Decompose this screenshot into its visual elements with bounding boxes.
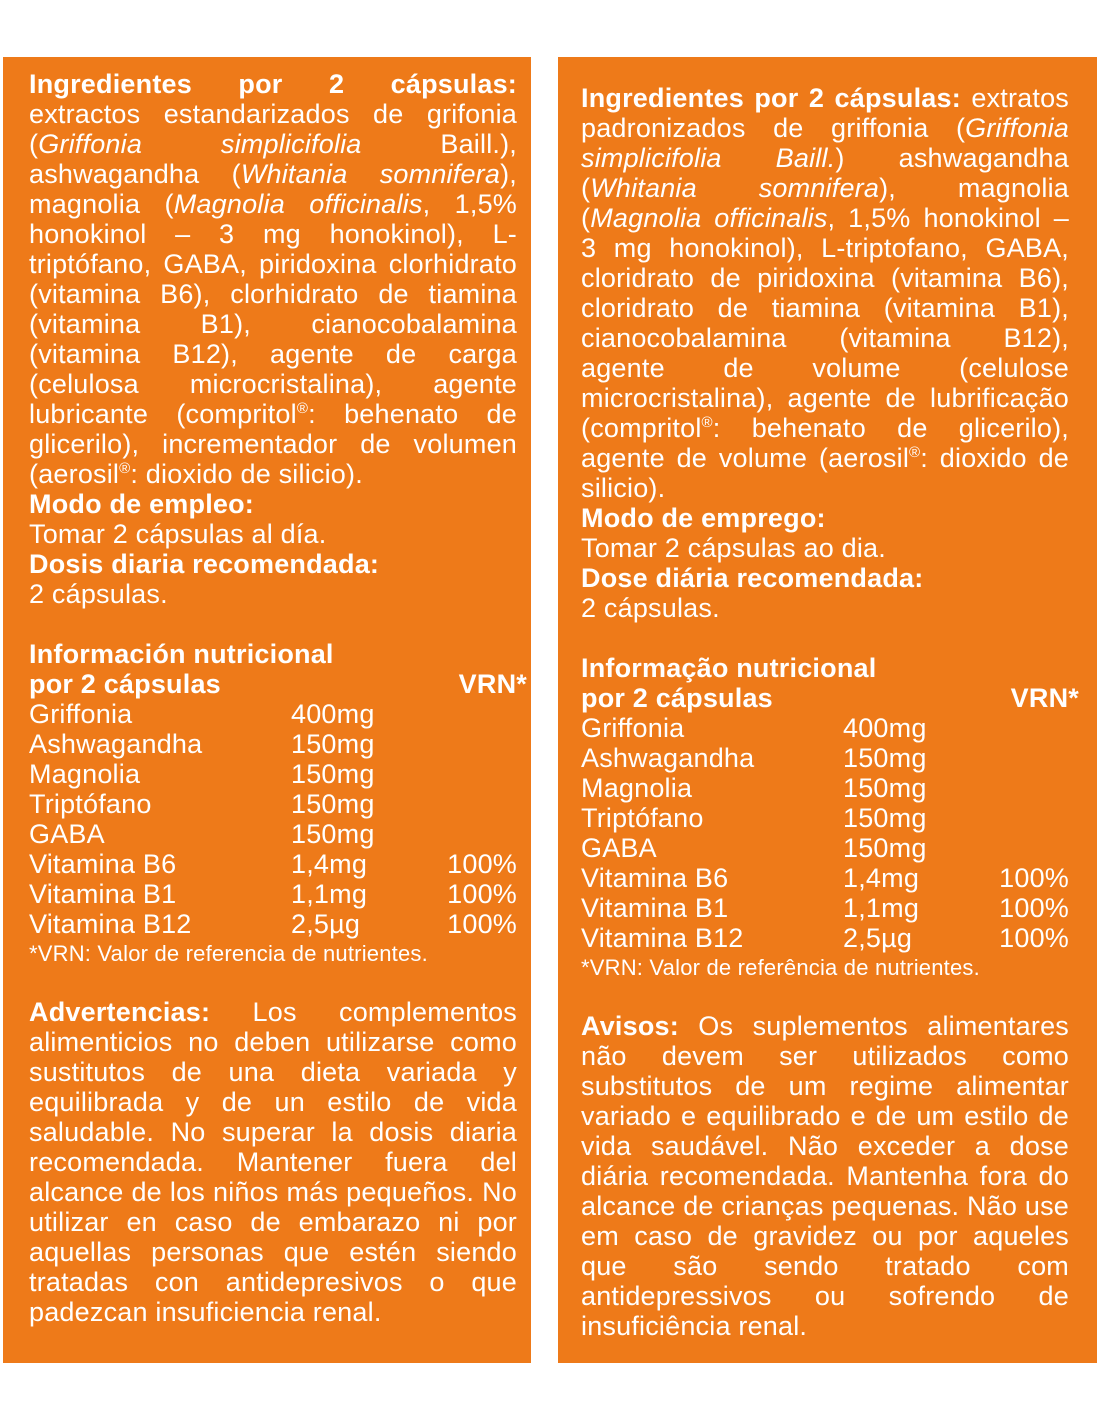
nutrient-name: Vitamina B12 xyxy=(29,909,192,939)
nutrient-amount: 150mg xyxy=(291,759,375,789)
registered-mark: ® xyxy=(701,414,713,431)
nutrition-header xyxy=(29,639,527,699)
nutrient-amount: 150mg xyxy=(843,833,927,863)
latin-name: Griffonia simplicifolia Baill. xyxy=(581,113,1069,173)
latin-name: Magnolia officinalis xyxy=(590,203,828,233)
dose-text: 2 cápsulas. xyxy=(581,593,720,623)
usage-text: Tomar 2 cápsulas al día. xyxy=(29,519,327,549)
nutrient-name: Vitamina B1 xyxy=(29,879,177,909)
warnings-text: Los complementos alimenticios no deben utilizarse como sustitutos de una dieta variada y equilibrada y de un estilo de vida saludable. No superar la dosis diaria recomendada. Mantener fuera del alcance de los niños más pequeños. No utilizar en caso de embarazo ni por aquellas personas que estén siendo tratadas con antidepresivos o que padezcan insuficiencia renal. xyxy=(29,997,517,1327)
nutrient-amount: 2,5µg xyxy=(291,909,361,939)
ingredient-text-segment: ), magnolia ( xyxy=(581,173,1069,233)
nutrition-row xyxy=(581,893,1069,923)
warnings-title: Avisos: xyxy=(581,1011,679,1041)
dose-title: Dose diária recomendada: xyxy=(581,563,924,593)
nutrient-vrn xyxy=(423,759,517,789)
nutrient-amount: 2,5µg xyxy=(843,923,913,953)
nutrient-amount: 1,4mg xyxy=(291,849,368,879)
nutrition-row xyxy=(29,789,517,819)
usage-title: Modo de empleo: xyxy=(29,489,254,519)
ingredients-section xyxy=(581,83,1069,503)
nutrition-subtitle: por 2 cápsulas xyxy=(29,669,221,699)
ingredient-text-segment: : dioxido de silicio). xyxy=(130,459,363,489)
nutrition-row xyxy=(29,909,517,939)
nutrient-name: Vitamina B6 xyxy=(29,849,177,879)
nutrient-vrn xyxy=(423,819,517,849)
registered-mark: ® xyxy=(119,460,131,477)
warnings-text: Os suplementos alimentares não devem ser utilizados como substitutos de um regime alimentar variado e equilibrado e de um estilo de vida saudável. Não exceder a dose diária recomendada. Mantenha fora do alcance de crianças pequenas. Não use em caso de gravidez ou por aqueles que são sendo tratado com antidepressivos ou sofrendo de insuficiência renal. xyxy=(581,1011,1069,1341)
latin-name: Griffonia simplicifolia xyxy=(38,129,362,159)
nutrient-vrn: 100% xyxy=(999,893,1069,923)
nutrition-row xyxy=(29,729,517,759)
nutrient-amount: 1,4mg xyxy=(843,863,920,893)
ingredient-text-segment: , 1,5% honokinol – 3 mg honokinol), L-triptófano, GABA, piridoxina clorhidrato (vitamina B6), clorhidrato de tiamina (vitamina B1), cianocobalamina (vitamina B12), agente de carga (celulosa microcristalina), agente lubricante (compritol xyxy=(29,189,517,429)
nutrient-name: Griffonia xyxy=(581,713,685,743)
nutrient-amount: 150mg xyxy=(843,773,927,803)
ingredient-text-segment: : behenato de glicerilo), incrementador de volumen (aerosil xyxy=(29,399,517,489)
nutrition-row xyxy=(581,863,1069,893)
nutrient-name: Ashwagandha xyxy=(29,729,203,759)
latin-name: Magnolia officinalis xyxy=(173,189,423,219)
nutrition-title: Informação nutricional xyxy=(581,653,877,683)
nutrition-row xyxy=(29,759,517,789)
registered-mark: ® xyxy=(296,400,309,417)
nutrient-name: GABA xyxy=(581,833,657,863)
nutrient-amount: 150mg xyxy=(843,803,927,833)
nutrition-row xyxy=(29,879,517,909)
nutrient-amount: 150mg xyxy=(291,729,375,759)
ingredients-text xyxy=(29,99,517,489)
warnings-title: Advertencias: xyxy=(29,997,211,1027)
ingredient-text-segment: extratos padronizados de griffonia ( xyxy=(581,83,1069,143)
nutrient-vrn xyxy=(975,743,1069,773)
usage-title: Modo de emprego: xyxy=(581,503,826,533)
vrn-column-header: VRN* xyxy=(458,669,527,699)
nutrient-amount: 150mg xyxy=(291,819,375,849)
nutrient-amount: 150mg xyxy=(843,743,927,773)
nutrition-row xyxy=(581,803,1069,833)
nutrient-vrn: 100% xyxy=(447,849,517,879)
nutrient-name: Griffonia xyxy=(29,699,133,729)
ingredient-text-segment: : dioxido de silicio). xyxy=(581,443,1069,503)
ingredient-text-segment: extractos estandarizados de grifonia ( xyxy=(29,99,517,159)
nutrient-vrn: 100% xyxy=(447,909,517,939)
ingredient-text-segment: ), magnolia ( xyxy=(29,159,517,219)
latin-name: Whitania somnifera xyxy=(590,173,880,203)
nutrient-vrn: 100% xyxy=(999,863,1069,893)
ingredients-text xyxy=(581,83,1069,503)
nutrient-vrn xyxy=(423,789,517,819)
nutrient-vrn xyxy=(975,833,1069,863)
nutrient-name: Triptófano xyxy=(29,789,152,819)
nutrition-row xyxy=(581,743,1069,773)
nutrient-name: Vitamina B6 xyxy=(581,863,729,893)
registered-mark: ® xyxy=(909,444,921,461)
nutrition-row xyxy=(29,849,517,879)
nutrient-vrn xyxy=(423,729,517,759)
nutrient-vrn: 100% xyxy=(999,923,1069,953)
nutrient-vrn xyxy=(975,803,1069,833)
warnings-section xyxy=(581,1011,1069,1341)
dose-title: Dosis diaria recomendada: xyxy=(29,549,380,579)
vrn-column-header: VRN* xyxy=(1010,683,1079,713)
label-panel-pt xyxy=(558,57,1097,1363)
dose-text: 2 cápsulas. xyxy=(29,579,168,609)
nutrient-name: GABA xyxy=(29,819,105,849)
nutrition-title: Información nutricional xyxy=(29,639,334,669)
nutrient-name: Vitamina B12 xyxy=(581,923,744,953)
nutrient-name: Triptófano xyxy=(581,803,704,833)
nutrition-row xyxy=(581,713,1069,743)
nutrient-vrn: 100% xyxy=(447,879,517,909)
nutrition-row xyxy=(581,923,1069,953)
label-panel-es xyxy=(3,57,531,1363)
nutrient-vrn xyxy=(975,713,1069,743)
latin-name: Whitania somnifera xyxy=(240,159,501,189)
nutrition-row xyxy=(581,773,1069,803)
ingredient-text-segment: , 1,5% honokinol – 3 mg honokinol), L-triptofano, GABA, cloridrato de piridoxina (vitamina B6), cloridrato de tiamina (vitamina B1), cianocobalamina (vitamina B12), agente de volume (celulose microcristalina), agente de lubrificação (compritol xyxy=(581,203,1069,443)
nutrition-header xyxy=(581,653,1079,713)
ingredients-title: Ingredientes por 2 cápsulas: xyxy=(29,69,517,99)
ingredient-text-segment: ) ashwagandha ( xyxy=(581,143,1069,203)
nutrient-amount: 400mg xyxy=(843,713,927,743)
nutrient-amount: 1,1mg xyxy=(843,893,920,923)
ingredient-text-segment: : behenato de glicerilo), agente de volume (aerosil xyxy=(581,413,1069,473)
nutrition-row xyxy=(29,819,517,849)
ingredients-title: Ingredientes por 2 cápsulas: xyxy=(581,83,961,113)
nutrient-name: Ashwagandha xyxy=(581,743,755,773)
nutrition-table xyxy=(581,713,1069,953)
nutrition-subtitle: por 2 cápsulas xyxy=(581,683,773,713)
vrn-footnote: *VRN: Valor de referencia de nutrientes. xyxy=(29,941,428,966)
ingredient-text-segment: Baill.), ashwagandha ( xyxy=(29,129,517,189)
nutrient-amount: 1,1mg xyxy=(291,879,368,909)
vrn-footnote: *VRN: Valor de referência de nutrientes. xyxy=(581,955,980,980)
warnings-section xyxy=(29,997,517,1327)
nutrient-name: Magnolia xyxy=(29,759,141,789)
ingredients-section xyxy=(29,69,517,489)
nutrition-row xyxy=(581,833,1069,863)
usage-text: Tomar 2 cápsulas ao dia. xyxy=(581,533,886,563)
nutrition-table xyxy=(29,699,517,939)
nutrition-row xyxy=(29,699,517,729)
nutrient-amount: 400mg xyxy=(291,699,375,729)
nutrient-name: Magnolia xyxy=(581,773,693,803)
nutrient-vrn xyxy=(423,699,517,729)
nutrient-amount: 150mg xyxy=(291,789,375,819)
nutrient-vrn xyxy=(975,773,1069,803)
nutrient-name: Vitamina B1 xyxy=(581,893,729,923)
